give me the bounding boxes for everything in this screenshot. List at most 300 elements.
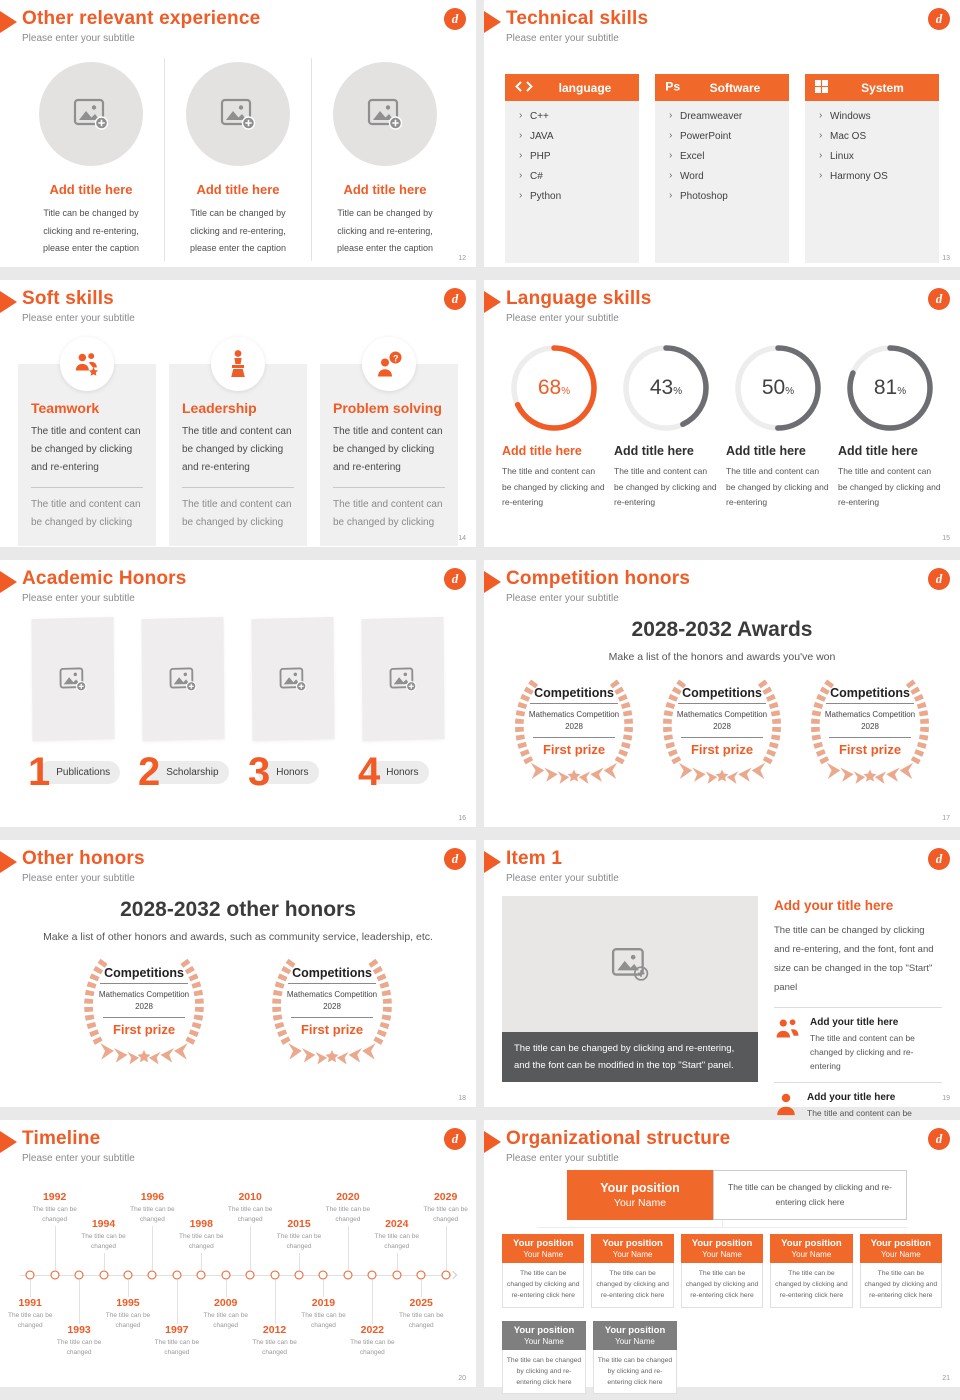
tech-column-language — [505, 74, 639, 263]
list-item: › PHP — [519, 151, 639, 162]
org-node-secondary — [593, 1321, 677, 1395]
divider — [291, 1017, 373, 1018]
timeline-event — [276, 1172, 322, 1377]
language-skill-item — [502, 342, 606, 511]
divider — [533, 737, 615, 738]
timeline-marker — [246, 1270, 255, 1279]
feature-row — [774, 1008, 942, 1082]
percent-value: 81 — [873, 376, 898, 399]
award-wreath — [502, 677, 646, 787]
list-item: › Mac OS — [819, 131, 939, 142]
feature-title: Add your title here — [810, 1017, 899, 1028]
column-label: language — [558, 80, 612, 95]
windows-icon — [815, 80, 828, 96]
award-event: Mathematics Competition — [824, 710, 916, 719]
timeline-event — [423, 1172, 468, 1377]
page-number: 20 — [458, 1375, 466, 1382]
slide-competition-honors[interactable] — [484, 560, 960, 827]
event-note: The title can be changed — [179, 1233, 224, 1251]
slide-subtitle: Please enter your subtitle — [506, 1153, 619, 1164]
event-year: 2022 — [360, 1323, 385, 1336]
tech-column-software — [655, 74, 789, 263]
item-caption: The title and content can be changed by clicking and re-entering — [614, 466, 717, 508]
awards-heading: 2028-2032 other honors — [120, 898, 356, 921]
award-year: 2028 — [861, 722, 879, 731]
donut-chart — [732, 342, 824, 434]
timeline-marker — [172, 1270, 181, 1279]
photoshop-icon — [665, 79, 683, 96]
timeline-marker — [75, 1270, 84, 1279]
timeline-marker — [148, 1270, 157, 1279]
position-label: Your position — [602, 1238, 663, 1249]
event-year: 1997 — [165, 1323, 189, 1336]
connector-line — [79, 1280, 80, 1324]
brand-logo-icon — [928, 1128, 950, 1150]
language-skill-item — [838, 342, 942, 511]
award-prize: First prize — [300, 1022, 364, 1037]
percent-value: 68 — [537, 376, 562, 399]
timeline-marker — [99, 1270, 108, 1279]
experience-item — [164, 58, 311, 261]
header-arrow-icon — [0, 851, 17, 873]
soft-card-leadership — [169, 364, 307, 546]
header-arrow-icon — [484, 1131, 501, 1153]
honor-item — [28, 618, 118, 792]
tech-list — [655, 111, 789, 202]
slide-org-structure[interactable] — [484, 1120, 960, 1387]
feature-text: The title and content can be — [807, 1108, 912, 1119]
slide-title: Soft skills — [22, 288, 114, 309]
awards-subheading: Make a list of the honors and awards you've won — [608, 651, 836, 663]
connector-line — [177, 1280, 178, 1324]
connector-line — [372, 1280, 373, 1324]
event-year: 1994 — [91, 1218, 116, 1231]
honor-number: 2 — [138, 750, 161, 794]
honor-number: 4 — [358, 750, 381, 794]
slide-subtitle: Please enter your subtitle — [506, 593, 619, 604]
image-placeholder — [333, 62, 437, 166]
event-note: The title can be changed — [252, 1338, 297, 1356]
node-note: The title can be changed by clicking and re-entering click here — [502, 1263, 584, 1308]
name-label: Your Name — [615, 1336, 655, 1346]
brand-logo-icon — [444, 288, 466, 310]
list-item: › Photoshop — [669, 191, 789, 202]
card-text: The title and content can be changed by clicking and re-entering — [31, 426, 141, 473]
event-note: The title can be changed — [154, 1338, 200, 1356]
node-note: The title can be changed by clicking and re-entering click here — [860, 1263, 942, 1308]
slide-soft-skills[interactable] — [0, 280, 476, 547]
page-number: 17 — [942, 815, 950, 822]
honor-label: Publications — [38, 761, 120, 784]
logo-glyph: d — [451, 851, 459, 866]
awards-subheading: Make a list of other honors and awards, such as community service, leadership, etc. — [43, 931, 433, 943]
slide-academic-honors[interactable] — [0, 560, 476, 827]
org-root-position — [567, 1170, 713, 1220]
header-arrow-icon — [0, 291, 17, 313]
header-arrow-icon — [0, 11, 17, 33]
event-note: The title can be changed — [276, 1233, 322, 1251]
brand-logo-icon — [928, 848, 950, 870]
divider — [182, 487, 294, 488]
section-paragraph: The title can be changed by clicking and re-entering, and the font, font and size can be changed in the top "Start" panel — [774, 921, 942, 1008]
event-note: The title can be changed — [398, 1311, 444, 1329]
brand-logo-icon — [928, 568, 950, 590]
percent-unit: % — [785, 385, 795, 397]
award-event: Mathematics Competition — [528, 710, 620, 719]
slide-title: Competition honors — [506, 568, 691, 589]
image-placeholder-icon — [59, 666, 87, 692]
connector-line — [323, 1280, 324, 1297]
list-item: › Excel — [669, 151, 789, 162]
soft-card-teamwork — [18, 364, 156, 546]
event-note: The title can be changed — [374, 1233, 419, 1251]
slide-title: Organizational structure — [506, 1128, 731, 1149]
event-year: 1998 — [189, 1218, 213, 1231]
header-arrow-icon — [484, 291, 501, 313]
connector-line — [226, 1280, 227, 1297]
event-year: 2025 — [409, 1296, 433, 1309]
image-placeholder — [31, 617, 114, 741]
card-text-secondary: The title and content can be changed by clicking — [182, 499, 292, 528]
teamwork-icon — [60, 337, 114, 391]
timeline-event — [81, 1172, 126, 1377]
timeline-event — [56, 1172, 102, 1377]
percent-unit: % — [673, 385, 683, 397]
image-placeholder-icon — [73, 98, 109, 130]
timeline-event — [179, 1172, 224, 1377]
item-title: Add title here — [726, 444, 806, 458]
people-group-icon — [774, 1017, 801, 1046]
position-label: Your position — [513, 1324, 575, 1336]
item-title: Add title here — [196, 182, 280, 197]
logo-glyph: d — [451, 571, 459, 586]
slide-subtitle: Please enter your subtitle — [22, 873, 135, 884]
leadership-icon — [211, 337, 265, 391]
code-icon — [515, 80, 533, 96]
org-node — [502, 1234, 584, 1308]
timeline-marker — [270, 1270, 279, 1279]
tech-list — [505, 111, 639, 202]
brand-logo-icon — [444, 1128, 466, 1150]
event-note: The title can be changed — [7, 1311, 53, 1329]
page-number: 12 — [458, 255, 466, 262]
timeline-marker — [319, 1270, 328, 1279]
event-year: 1995 — [116, 1296, 140, 1309]
org-root-node — [532, 1170, 942, 1220]
awards-heading: 2028-2032 Awards — [631, 618, 813, 641]
header-arrow-icon — [484, 851, 501, 873]
svg-text:Ps: Ps — [665, 79, 681, 94]
image-placeholder — [39, 62, 143, 166]
image-placeholder — [186, 62, 290, 166]
name-label: Your Name — [702, 1250, 742, 1259]
connector-line — [55, 1226, 56, 1270]
award-year: 2028 — [565, 722, 583, 731]
list-item: › JAVA — [519, 131, 639, 142]
timeline-event — [252, 1172, 297, 1377]
award-wreath — [71, 957, 217, 1067]
page-number: 13 — [942, 255, 950, 262]
slide-other-experience[interactable] — [0, 0, 476, 267]
header-arrow-icon — [0, 1131, 17, 1153]
node-note: The title can be changed by clicking and re-entering click here — [591, 1263, 673, 1308]
header-arrow-icon — [484, 571, 501, 593]
timeline-event — [374, 1172, 419, 1377]
award-category: Competitions — [678, 686, 766, 704]
section-heading: Add your title here — [774, 898, 894, 913]
percent-unit: % — [561, 385, 571, 397]
event-year: 1992 — [42, 1191, 67, 1204]
slide-title: Other honors — [22, 848, 145, 869]
connector-line — [275, 1280, 276, 1324]
award-category: Competitions — [530, 686, 618, 704]
list-item: › C++ — [519, 111, 639, 122]
image-placeholder-icon — [367, 98, 403, 130]
node-note: The title can be changed by clicking and re-entering click here — [593, 1350, 677, 1395]
connector-line — [299, 1253, 300, 1270]
slide-subtitle: Please enter your subtitle — [506, 33, 619, 44]
org-node — [681, 1234, 763, 1308]
org-node-secondary — [502, 1321, 586, 1395]
org-node — [770, 1234, 852, 1308]
event-year: 2012 — [262, 1323, 287, 1336]
page-number: 15 — [942, 535, 950, 542]
event-year: 2015 — [287, 1218, 311, 1231]
event-year: 1993 — [67, 1323, 91, 1336]
slide-title: Other relevant experience — [22, 8, 261, 29]
award-year: 2028 — [135, 1002, 153, 1011]
timeline-marker — [343, 1270, 352, 1279]
slide-item-1[interactable] — [484, 840, 960, 1119]
donut-chart — [844, 342, 936, 434]
page-number: 16 — [458, 815, 466, 822]
connector-line — [152, 1226, 153, 1270]
timeline-marker — [417, 1270, 426, 1279]
item-caption: The title and content can be changed by clicking and re-entering — [726, 466, 829, 508]
image-placeholder-icon — [279, 666, 307, 692]
item-title: Add title here — [343, 182, 427, 197]
node-note: The title can be changed by clicking and re-entering click here — [502, 1350, 586, 1395]
connector-line — [201, 1253, 202, 1270]
card-title: Problem solving — [333, 400, 442, 416]
percent-unit: % — [897, 385, 907, 397]
logo-glyph: d — [935, 291, 943, 306]
node-note: The title can be changed by clicking and re-entering click here — [681, 1263, 763, 1308]
slide-title: Technical skills — [506, 8, 649, 29]
column-label: System — [861, 80, 904, 95]
slide-other-honors[interactable] — [0, 840, 476, 1107]
award-prize: First prize — [542, 742, 606, 757]
timeline-marker — [50, 1270, 59, 1279]
event-year: 2019 — [311, 1296, 336, 1309]
slide-subtitle: Please enter your subtitle — [22, 33, 135, 44]
item-caption: Title can be changed by clicking and re-entering, please enter the caption — [189, 208, 287, 254]
logo-glyph: d — [935, 571, 943, 586]
brand-logo-icon — [928, 8, 950, 30]
org-node — [860, 1234, 942, 1308]
feature-text: The title and content can be changed by clicking and re-entering — [810, 1033, 915, 1072]
language-skill-item — [614, 342, 718, 511]
feature-title: Add your title here — [807, 1092, 896, 1104]
language-skill-item — [726, 342, 830, 511]
brand-logo-icon — [444, 568, 466, 590]
position-label: Your position — [604, 1324, 666, 1336]
timeline-marker — [392, 1270, 401, 1279]
slide-subtitle: Please enter your subtitle — [22, 313, 135, 324]
event-note: The title can be changed — [81, 1233, 126, 1251]
name-label: Your Name — [613, 1197, 667, 1209]
list-item: › PowerPoint — [669, 131, 789, 142]
image-block — [502, 896, 758, 1143]
connector-line — [421, 1280, 422, 1297]
event-note: The title can be changed — [203, 1311, 248, 1329]
event-note: The title can be changed — [105, 1311, 151, 1329]
list-item: › Windows — [819, 111, 939, 122]
timeline-marker — [123, 1270, 132, 1279]
percent-value: 43 — [649, 376, 674, 399]
page-number: 14 — [458, 535, 466, 542]
slide-title: Item 1 — [506, 848, 563, 869]
org-node — [591, 1234, 673, 1308]
name-label: Your Name — [791, 1250, 832, 1259]
org-connector — [502, 1220, 942, 1234]
award-wreath — [650, 677, 794, 787]
card-title: Teamwork — [31, 400, 100, 416]
honor-label: Honors — [258, 761, 318, 784]
award-event: Mathematics Competition — [286, 990, 378, 999]
person-icon — [774, 1092, 798, 1121]
event-note: The title can be changed — [32, 1206, 77, 1224]
logo-glyph: d — [451, 1131, 459, 1146]
position-label: Your position — [691, 1238, 753, 1249]
award-prize: First prize — [112, 1022, 176, 1037]
logo-glyph: d — [935, 11, 943, 26]
image-placeholder-icon — [611, 947, 649, 981]
name-label: Your Name — [612, 1250, 653, 1259]
event-note: The title can be changed — [350, 1338, 395, 1356]
timeline-marker — [295, 1270, 304, 1279]
event-year: 1991 — [18, 1296, 42, 1309]
logo-glyph: d — [451, 11, 459, 26]
page-number: 18 — [458, 1095, 466, 1102]
award-wreath — [259, 957, 405, 1067]
honor-number: 3 — [248, 750, 271, 794]
connector-line — [397, 1253, 398, 1270]
award-category: Competitions — [826, 686, 914, 704]
list-item: › Harmony OS — [819, 171, 939, 182]
item-title: Add title here — [838, 444, 918, 458]
timeline-marker — [368, 1270, 377, 1279]
slide-subtitle: Please enter your subtitle — [506, 873, 619, 884]
award-prize: First prize — [838, 742, 902, 757]
award-event: Mathematics Competition — [676, 710, 768, 719]
item-caption: Title can be changed by clicking and re-entering, please enter the caption — [336, 208, 434, 254]
image-placeholder — [502, 896, 758, 1032]
divider — [829, 737, 911, 738]
slide-subtitle: Please enter your subtitle — [506, 313, 619, 324]
org-root-note: The title can be changed by clicking and re-entering click here — [713, 1170, 907, 1220]
position-label: Your position — [512, 1238, 574, 1249]
experience-item — [311, 58, 458, 261]
event-note: The title can be changed — [130, 1206, 175, 1224]
connector-line — [446, 1226, 447, 1270]
slide-subtitle: Please enter your subtitle — [22, 593, 135, 604]
slide-technical-skills[interactable] — [484, 0, 960, 267]
timeline-marker — [441, 1270, 450, 1279]
connector-line — [30, 1280, 31, 1297]
svg-text:?: ? — [393, 353, 399, 364]
event-year: 2024 — [385, 1218, 409, 1231]
item-caption: The title and content can be changed by clicking and re-entering — [838, 466, 941, 508]
image-placeholder-icon — [169, 666, 197, 692]
event-note: The title can be changed — [325, 1206, 371, 1224]
list-item: › C# — [519, 171, 639, 182]
name-label: Your Name — [880, 1250, 921, 1259]
card-text-secondary: The title and content can be changed by clicking — [31, 499, 141, 528]
soft-card-problem-solving — [320, 353, 458, 546]
event-year: 2009 — [214, 1296, 238, 1309]
divider — [103, 1017, 185, 1018]
event-note: The title can be changed — [301, 1311, 346, 1329]
donut-chart — [508, 342, 600, 434]
timeline-axis — [7, 1172, 468, 1377]
page-number: 21 — [942, 1375, 950, 1382]
honor-label: Scholarship — [148, 761, 228, 784]
event-year: 2010 — [238, 1191, 262, 1204]
position-label: Your position — [600, 1181, 680, 1195]
header-arrow-icon — [484, 11, 501, 33]
award-category: Competitions — [288, 966, 376, 984]
slide-title: Language skills — [506, 288, 652, 309]
event-year: 1996 — [140, 1191, 165, 1204]
name-label: Your Name — [523, 1250, 564, 1259]
list-item: › Python — [519, 191, 639, 202]
connector-line — [104, 1253, 105, 1270]
list-item: › Linux — [819, 151, 939, 162]
item-title: Add title here — [614, 444, 694, 458]
event-note: The title can be changed — [423, 1206, 468, 1224]
image-placeholder — [361, 617, 444, 741]
connector-line — [128, 1280, 129, 1297]
page-number: 19 — [942, 1095, 950, 1102]
donut-chart — [620, 342, 712, 434]
image-placeholder-icon — [389, 666, 417, 692]
slide-language-skills[interactable] — [484, 280, 960, 547]
column-label: Software — [709, 80, 761, 95]
timeline-event — [154, 1172, 200, 1377]
image-placeholder — [141, 617, 224, 741]
timeline-marker — [221, 1270, 230, 1279]
slide-title: Academic Honors — [22, 568, 187, 589]
logo-glyph: d — [935, 851, 943, 866]
timeline-marker — [197, 1270, 206, 1279]
honor-item — [138, 618, 228, 792]
card-text: The title and content can be changed by clicking and re-entering — [182, 426, 292, 473]
event-year: 2020 — [336, 1191, 360, 1204]
connector-line — [348, 1226, 349, 1270]
award-category: Competitions — [100, 966, 188, 984]
header-arrow-icon — [0, 571, 17, 593]
slide-subtitle: Please enter your subtitle — [22, 1153, 135, 1164]
card-text: The title and content can be changed by clicking and re-entering — [333, 426, 443, 473]
card-text-secondary: The title and content can be changed by clicking — [333, 499, 443, 528]
slide-timeline[interactable] — [0, 1120, 476, 1387]
logo-glyph: d — [935, 1131, 943, 1146]
event-note: The title can be changed — [56, 1338, 102, 1356]
position-label: Your position — [781, 1238, 842, 1249]
event-year: 2029 — [433, 1191, 458, 1204]
award-year: 2028 — [323, 1002, 341, 1011]
